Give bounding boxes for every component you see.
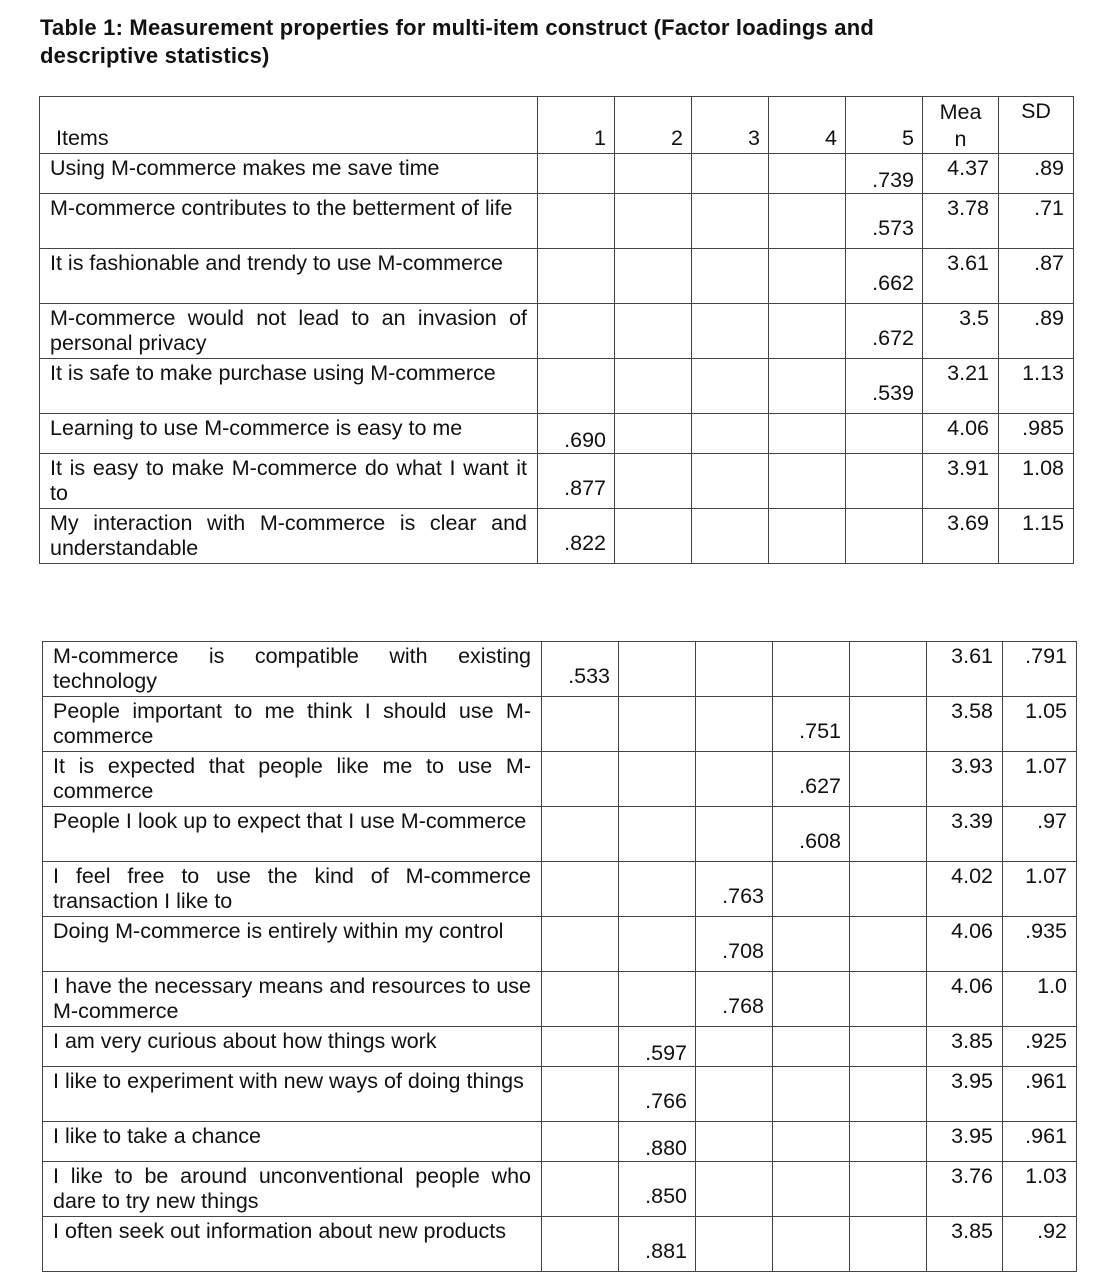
item-text: M-commerce is compatible with existing technology (43, 642, 542, 697)
factor-2-empty-cell (615, 509, 692, 564)
factor-loadings-table-part-1 (39, 96, 1074, 564)
item-text: People important to me think I should use M-commerce (43, 697, 542, 752)
header-factor-3: 3 (692, 97, 769, 154)
sd-value: .89 (999, 304, 1074, 359)
table-row (40, 194, 1074, 249)
mean-value: 4.02 (927, 862, 1003, 917)
sd-value: .87 (999, 249, 1074, 304)
factor-3-empty-cell (696, 697, 773, 752)
factor-2-empty-cell (615, 249, 692, 304)
factor-1-empty-cell (542, 1122, 619, 1162)
factor-4-empty-cell (773, 862, 850, 917)
sd-value: .935 (1003, 917, 1077, 972)
mean-value: 3.61 (923, 249, 999, 304)
item-text: It is safe to make purchase using M-commerce (40, 359, 538, 414)
factor-3-loading: .763 (696, 862, 773, 917)
mean-value: 3.69 (923, 509, 999, 564)
factor-5-loading: .672 (846, 304, 923, 359)
factor-4-empty-cell (769, 304, 846, 359)
factor-5-loading: .573 (846, 194, 923, 249)
factor-5-empty-cell (846, 414, 923, 454)
factor-1-empty-cell (542, 1217, 619, 1272)
item-text: It is fashionable and trendy to use M-commerce (40, 249, 538, 304)
factor-3-empty-cell (696, 1162, 773, 1217)
sd-value: 1.15 (999, 509, 1074, 564)
factor-2-empty-cell (615, 414, 692, 454)
sd-value: .961 (1003, 1067, 1077, 1122)
header-factor-1: 1 (538, 97, 615, 154)
table-row (43, 807, 1077, 862)
factor-4-loading: .751 (773, 697, 850, 752)
factor-4-empty-cell (773, 917, 850, 972)
mean-value: 3.21 (923, 359, 999, 414)
factor-3-empty-cell (696, 642, 773, 697)
factor-3-empty-cell (692, 194, 769, 249)
factor-5-loading: .739 (846, 154, 923, 194)
factor-3-empty-cell (692, 509, 769, 564)
sd-value: .92 (1003, 1217, 1077, 1272)
header-factor-4: 4 (769, 97, 846, 154)
factor-5-empty-cell (850, 1162, 927, 1217)
factor-3-empty-cell (692, 414, 769, 454)
header-factor-5: 5 (846, 97, 923, 154)
factor-5-empty-cell (850, 1122, 927, 1162)
mean-value: 3.61 (927, 642, 1003, 697)
mean-value: 4.06 (923, 414, 999, 454)
factor-2-empty-cell (615, 359, 692, 414)
item-text: I like to experiment with new ways of doing things (43, 1067, 542, 1122)
factor-2-empty-cell (619, 642, 696, 697)
item-text: People I look up to expect that I use M-commerce (43, 807, 542, 862)
sd-value: .961 (1003, 1122, 1077, 1162)
factor-4-empty-cell (769, 414, 846, 454)
caption-line-1: Table 1: Measurement properties for multi-item construct (Factor loadings and (40, 15, 875, 40)
factor-5-loading: .539 (846, 359, 923, 414)
factor-4-empty-cell (769, 249, 846, 304)
mean-value: 3.95 (927, 1122, 1003, 1162)
item-text: Learning to use M-commerce is easy to me (40, 414, 538, 454)
mean-value: 3.5 (923, 304, 999, 359)
header-mean-line-1: Mea (939, 100, 982, 124)
factor-1-empty-cell (542, 807, 619, 862)
factor-5-empty-cell (850, 1027, 927, 1067)
header-mean-line-2: n (954, 127, 967, 151)
mean-value: 3.95 (927, 1067, 1003, 1122)
factor-2-empty-cell (619, 807, 696, 862)
factor-3-empty-cell (696, 752, 773, 807)
factor-1-empty-cell (542, 697, 619, 752)
item-text: M-commerce would not lead to an invasion of personal privacy (40, 304, 538, 359)
factor-4-empty-cell (773, 972, 850, 1027)
mean-value: 3.85 (927, 1027, 1003, 1067)
factor-4-empty-cell (773, 1067, 850, 1122)
caption-line-2: descriptive statistics) (40, 43, 270, 68)
mean-value: 3.76 (927, 1162, 1003, 1217)
factor-3-empty-cell (692, 454, 769, 509)
sd-value: 1.05 (1003, 697, 1077, 752)
table-row (43, 642, 1077, 697)
item-text: I feel free to use the kind of M-commerce transaction I like to (43, 862, 542, 917)
table-row (43, 752, 1077, 807)
item-text: I like to be around unconventional people who dare to try new things (43, 1162, 542, 1217)
factor-4-empty-cell (769, 454, 846, 509)
item-text: I have the necessary means and resources to use M-commerce (43, 972, 542, 1027)
factor-3-empty-cell (692, 304, 769, 359)
factor-1-empty-cell (542, 1067, 619, 1122)
table-row (43, 862, 1077, 917)
factor-4-loading: .608 (773, 807, 850, 862)
sd-value: .791 (1003, 642, 1077, 697)
factor-3-empty-cell (696, 807, 773, 862)
factor-1-empty-cell (538, 304, 615, 359)
factor-5-empty-cell (850, 807, 927, 862)
mean-value: 3.93 (927, 752, 1003, 807)
sd-value: 1.03 (1003, 1162, 1077, 1217)
sd-value: .985 (999, 414, 1074, 454)
mean-value: 4.06 (927, 917, 1003, 972)
item-text: I am very curious about how things work (43, 1027, 542, 1067)
factor-5-empty-cell (850, 972, 927, 1027)
table-row (43, 1217, 1077, 1272)
factor-1-empty-cell (542, 862, 619, 917)
factor-2-empty-cell (619, 972, 696, 1027)
factor-4-empty-cell (769, 509, 846, 564)
factor-1-empty-cell (542, 1162, 619, 1217)
factor-1-empty-cell (542, 917, 619, 972)
factor-3-empty-cell (692, 154, 769, 194)
header-row (40, 97, 1074, 154)
factor-2-empty-cell (619, 862, 696, 917)
factor-2-empty-cell (615, 194, 692, 249)
table-row (40, 249, 1074, 304)
mean-value: 3.58 (927, 697, 1003, 752)
table-row (40, 509, 1074, 564)
header-sd: SD (999, 97, 1074, 154)
header-factor-2: 2 (615, 97, 692, 154)
table-row (43, 1162, 1077, 1217)
factor-3-loading: .708 (696, 917, 773, 972)
factor-2-empty-cell (615, 304, 692, 359)
item-text: Doing M-commerce is entirely within my control (43, 917, 542, 972)
sd-value: 1.07 (1003, 862, 1077, 917)
table-row (43, 917, 1077, 972)
factor-2-loading: .597 (619, 1027, 696, 1067)
factor-2-loading: .880 (619, 1122, 696, 1162)
sd-value: 1.07 (1003, 752, 1077, 807)
item-text: M-commerce contributes to the betterment of life (40, 194, 538, 249)
sd-value: .97 (1003, 807, 1077, 862)
header-mean (923, 97, 999, 154)
factor-1-loading: .690 (538, 414, 615, 454)
factor-2-loading: .881 (619, 1217, 696, 1272)
factor-1-empty-cell (542, 752, 619, 807)
item-text: I like to take a chance (43, 1122, 542, 1162)
table-row (43, 1122, 1077, 1162)
factor-4-empty-cell (773, 1162, 850, 1217)
factor-5-empty-cell (850, 642, 927, 697)
factor-5-empty-cell (850, 697, 927, 752)
mean-value: 4.06 (927, 972, 1003, 1027)
sd-value: 1.08 (999, 454, 1074, 509)
factor-3-empty-cell (696, 1067, 773, 1122)
factor-2-empty-cell (619, 752, 696, 807)
factor-2-empty-cell (615, 454, 692, 509)
factor-1-empty-cell (542, 972, 619, 1027)
header-items: Items (40, 97, 538, 154)
factor-2-empty-cell (615, 154, 692, 194)
factor-1-loading: .822 (538, 509, 615, 564)
factor-3-empty-cell (692, 359, 769, 414)
factor-1-loading: .877 (538, 454, 615, 509)
factor-4-empty-cell (769, 194, 846, 249)
sd-value: 1.13 (999, 359, 1074, 414)
factor-2-empty-cell (619, 917, 696, 972)
table-row (43, 697, 1077, 752)
factor-5-empty-cell (846, 454, 923, 509)
factor-5-empty-cell (850, 917, 927, 972)
table-row (43, 1067, 1077, 1122)
factor-4-empty-cell (773, 642, 850, 697)
table-row (40, 359, 1074, 414)
factor-5-empty-cell (850, 1217, 927, 1272)
factor-2-loading: .850 (619, 1162, 696, 1217)
factor-4-empty-cell (773, 1122, 850, 1162)
item-text: Using M-commerce makes me save time (40, 154, 538, 194)
factor-4-empty-cell (769, 359, 846, 414)
mean-value: 3.91 (923, 454, 999, 509)
table-row (40, 454, 1074, 509)
factor-3-empty-cell (696, 1027, 773, 1067)
table-row (43, 972, 1077, 1027)
factor-5-empty-cell (846, 509, 923, 564)
factor-1-empty-cell (538, 359, 615, 414)
factor-3-empty-cell (696, 1217, 773, 1272)
factor-1-empty-cell (538, 249, 615, 304)
factor-1-empty-cell (538, 154, 615, 194)
table-row (40, 304, 1074, 359)
table-row (40, 154, 1074, 194)
factor-2-loading: .766 (619, 1067, 696, 1122)
sd-value: .71 (999, 194, 1074, 249)
factor-2-empty-cell (619, 697, 696, 752)
factor-1-empty-cell (538, 194, 615, 249)
item-text: It is easy to make M-commerce do what I want it to (40, 454, 538, 509)
factor-1-loading: .533 (542, 642, 619, 697)
item-text: I often seek out information about new products (43, 1217, 542, 1272)
sd-value: .89 (999, 154, 1074, 194)
factor-4-loading: .627 (773, 752, 850, 807)
sd-value: .925 (1003, 1027, 1077, 1067)
factor-3-loading: .768 (696, 972, 773, 1027)
mean-value: 4.37 (923, 154, 999, 194)
mean-value: 3.39 (927, 807, 1003, 862)
mean-value: 3.78 (923, 194, 999, 249)
factor-loadings-table-part-2 (42, 641, 1077, 1272)
table-row (40, 414, 1074, 454)
factor-4-empty-cell (773, 1217, 850, 1272)
item-text: My interaction with M-commerce is clear and understandable (40, 509, 538, 564)
factor-5-loading: .662 (846, 249, 923, 304)
table-row (43, 1027, 1077, 1067)
factor-5-empty-cell (850, 752, 927, 807)
factor-4-empty-cell (769, 154, 846, 194)
table-caption (40, 14, 980, 70)
factor-1-empty-cell (542, 1027, 619, 1067)
factor-4-empty-cell (773, 1027, 850, 1067)
sd-value: 1.0 (1003, 972, 1077, 1027)
factor-3-empty-cell (696, 1122, 773, 1162)
factor-5-empty-cell (850, 1067, 927, 1122)
factor-5-empty-cell (850, 862, 927, 917)
item-text: It is expected that people like me to use M-commerce (43, 752, 542, 807)
factor-3-empty-cell (692, 249, 769, 304)
mean-value: 3.85 (927, 1217, 1003, 1272)
